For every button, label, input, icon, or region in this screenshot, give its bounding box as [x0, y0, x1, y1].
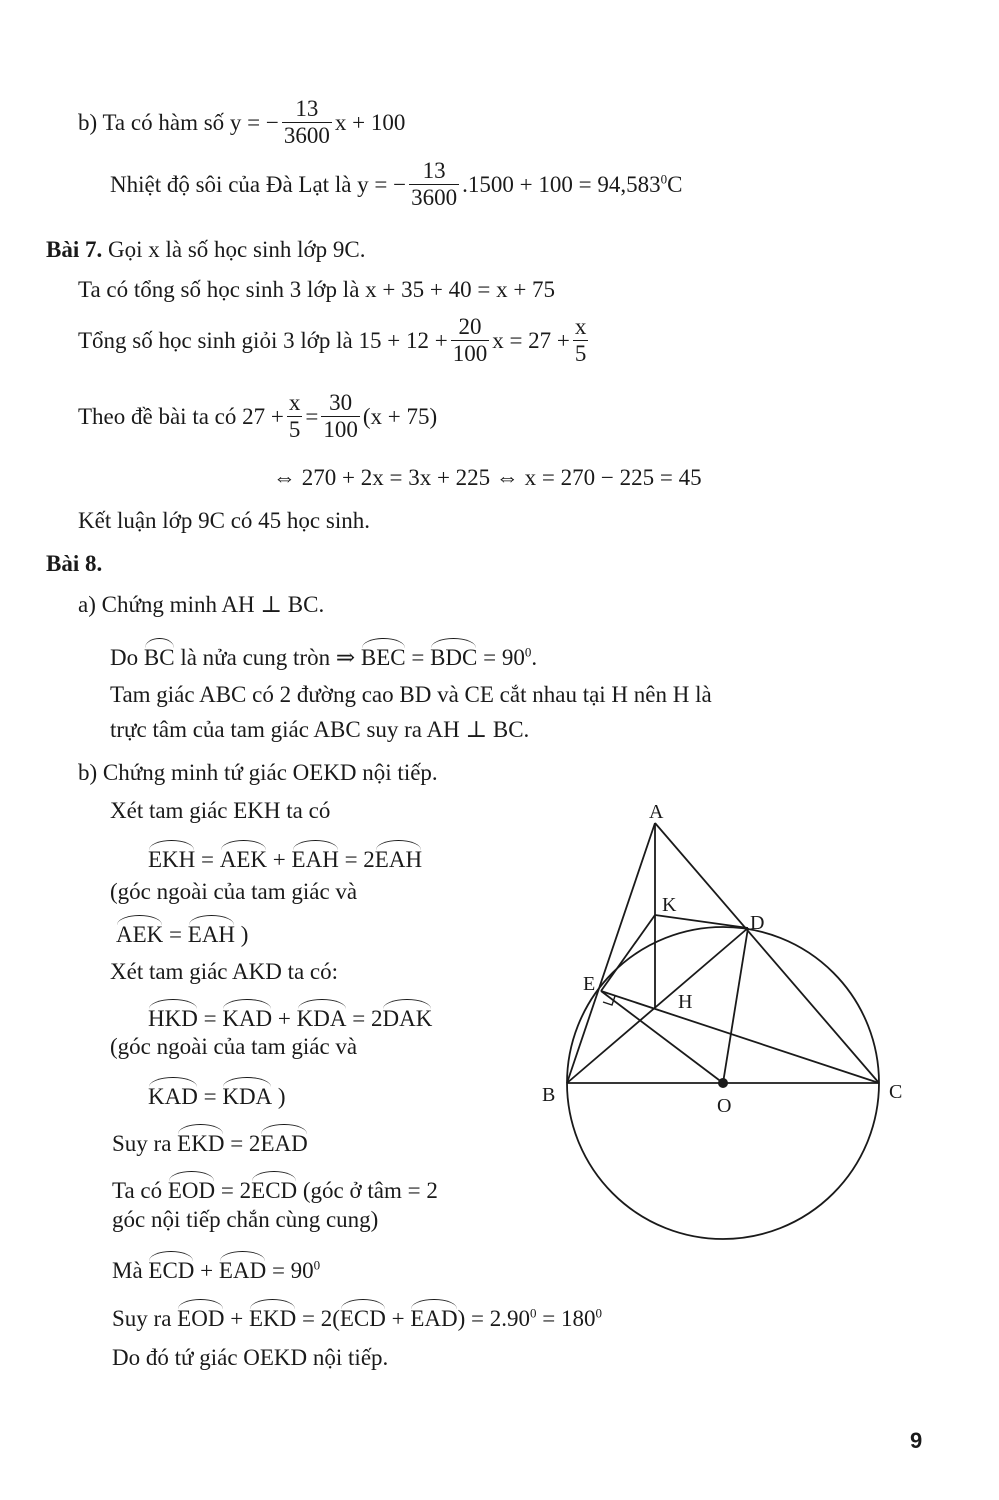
segment-eo — [601, 991, 723, 1083]
bai8-b-line-10 — [112, 1174, 438, 1202]
unit: C — [667, 172, 683, 198]
text: = — [305, 404, 319, 430]
segment-ce — [601, 991, 879, 1083]
denominator: 3600 — [283, 123, 330, 149]
bai8-a-line-1 — [110, 641, 537, 669]
arc-angle: EAD — [260, 1127, 307, 1155]
bai8-a-line-3: trực tâm của tam giác ABC suy ra AH ⊥ BC. — [110, 717, 530, 742]
bai8-heading: Bài 8. — [46, 551, 103, 576]
bai8-b-line-9 — [112, 1127, 308, 1155]
text: là nửa cung tròn ⇒ — [174, 645, 361, 670]
text: = — [195, 847, 220, 872]
text: = 180 — [536, 1306, 596, 1331]
bai7-line-3 — [78, 392, 437, 446]
bai7-heading: Bài 7. — [46, 237, 103, 262]
segment-ac — [655, 823, 879, 1083]
text: + — [385, 1306, 411, 1331]
arc-angle: AEK — [116, 918, 163, 946]
fraction — [573, 314, 589, 368]
line-function — [78, 98, 405, 152]
center-point-o — [718, 1078, 728, 1088]
text: = — [197, 1006, 223, 1031]
arc-angle: KDA — [222, 1080, 272, 1108]
numerator: x — [287, 390, 303, 417]
arc-angle: EKD — [249, 1302, 296, 1330]
arc-angle: EAH — [375, 843, 422, 871]
arc-angle: DAK — [382, 1002, 432, 1030]
text: ) — [272, 1084, 286, 1109]
denominator: 5 — [288, 417, 301, 443]
fraction — [282, 96, 332, 150]
numerator: 13 — [409, 158, 459, 185]
arc-angle: EKH — [148, 843, 195, 871]
bai8-b-line-8 — [148, 1080, 286, 1108]
superscript: 0 — [595, 1305, 602, 1321]
arc-angle: EOD — [177, 1302, 224, 1330]
text: = 90 — [266, 1258, 314, 1283]
fraction — [409, 158, 459, 212]
numerator: 20 — [451, 314, 490, 341]
denominator: 3600 — [411, 185, 458, 211]
bai8-b-line-13 — [112, 1302, 602, 1330]
bai8-b-line-2 — [148, 843, 422, 871]
arc-angle: EKD — [177, 1127, 224, 1155]
numerator: 13 — [282, 96, 332, 123]
arc-angle: EAH — [188, 918, 235, 946]
text: = — [197, 1084, 223, 1109]
superscript: 0 — [530, 1305, 537, 1321]
label-d: D — [750, 912, 765, 934]
arc-angle: AEK — [220, 843, 267, 871]
text: Mà — [112, 1258, 149, 1283]
arc-bc: BC — [144, 641, 175, 669]
arc-angle: KDA — [297, 1002, 347, 1030]
superscript: 0 — [524, 644, 532, 660]
denominator: 100 — [323, 417, 358, 443]
arc-angle: EAD — [410, 1302, 457, 1330]
fraction — [287, 390, 303, 444]
arc-angle: KAD — [222, 1002, 272, 1030]
geometry-diagram — [535, 795, 915, 1255]
segment-ab — [567, 823, 655, 1083]
fraction — [321, 390, 360, 444]
bai8-b-line-4 — [116, 918, 248, 946]
text: (x + 75) — [362, 404, 438, 430]
text: = — [163, 922, 188, 947]
text: . — [531, 645, 538, 670]
segment-kd — [655, 915, 748, 928]
superscript: 0 — [660, 171, 668, 187]
label-o: O — [717, 1095, 732, 1117]
text: Theo đề bài ta có 27 + — [78, 404, 284, 430]
text: Tổng số học sinh giỏi 3 lớp là 15 + 12 + — [78, 328, 448, 354]
text: + — [224, 1306, 249, 1331]
label-b: B — [542, 1084, 556, 1106]
arc-angle: HKD — [148, 1002, 198, 1030]
bai8-a-line-2: Tam giác ABC có 2 đường cao BD và CE cắt nhau tại H nên H là — [110, 682, 712, 707]
bai8-part-a-title: a) Chứng minh AH ⊥ BC. — [78, 592, 325, 617]
arc-angle: EAH — [292, 843, 339, 871]
bai7-line-1: Ta có tổng số học sinh 3 lớp là x + 35 + 40 = x + 75 — [78, 277, 556, 302]
text: + — [272, 1006, 297, 1031]
text: + — [267, 847, 292, 872]
text: Nhiệt độ sôi của Đà Lạt là y = − — [110, 172, 407, 198]
text: (góc ở tâm = 2 — [297, 1178, 438, 1203]
bai8-b-line-1: Xét tam giác EKH ta có — [110, 798, 331, 823]
text: = — [405, 645, 431, 670]
bai7-line-2 — [78, 316, 591, 370]
text: ) = 2.90 — [457, 1306, 531, 1331]
arc-bdc: BDC — [430, 641, 477, 669]
numerator: x — [573, 314, 589, 341]
text: b) Ta có hàm số y = − — [78, 110, 279, 136]
text: Ta có — [112, 1178, 168, 1203]
bai7-line-4: ⇔ 270 + 2x = 3x + 225 ⇔ x = 270 − 225 = 45 — [273, 465, 702, 490]
text: x = 27 + — [492, 328, 570, 354]
arc-bec: BEC — [361, 641, 406, 669]
text: .1500 + 100 = 94,583 — [462, 172, 661, 198]
label-c: C — [889, 1081, 903, 1103]
arc-angle: EOD — [168, 1174, 215, 1202]
text: x + 100 — [334, 110, 406, 136]
bai8-b-line-6 — [148, 1002, 432, 1030]
arc-angle: EAD — [219, 1254, 266, 1282]
segment-ek — [601, 915, 655, 991]
segment-do — [723, 928, 748, 1083]
bai8-part-b-title: b) Chứng minh tứ giác OEKD nội tiếp. — [78, 760, 438, 785]
denominator: 5 — [574, 341, 587, 367]
arc-angle: ECD — [340, 1302, 386, 1330]
line-boiling-point — [110, 160, 682, 214]
text: Gọi x là số học sinh lớp 9C. — [102, 237, 366, 262]
arc-angle: KAD — [148, 1080, 198, 1108]
numerator: 30 — [321, 390, 360, 417]
text: Suy ra — [112, 1131, 178, 1156]
bai8-b-line-3: (góc ngoài của tam giác và — [110, 879, 358, 904]
text: = 2( — [296, 1306, 340, 1331]
text: = 2 — [224, 1131, 261, 1156]
bai7-heading-line — [46, 238, 365, 261]
text: = 2 — [338, 847, 375, 872]
text: ) — [235, 922, 249, 947]
page-number: 9 — [910, 1428, 923, 1453]
bai8-b-line-12 — [112, 1254, 320, 1282]
arc-angle: ECD — [148, 1254, 194, 1282]
fraction — [451, 314, 490, 368]
text: Suy ra — [112, 1306, 178, 1331]
text: = 90 — [477, 645, 525, 670]
label-k: K — [662, 894, 677, 916]
text: = 2 — [346, 1006, 383, 1031]
arc-angle: ECD — [251, 1174, 297, 1202]
bai8-b-line-11: góc nội tiếp chắn cùng cung) — [112, 1207, 379, 1232]
denominator: 100 — [452, 341, 488, 367]
label-e: E — [583, 973, 596, 995]
text: Do — [110, 645, 144, 670]
label-a: A — [649, 801, 664, 823]
bai7-conclusion: Kết luận lớp 9C có 45 học sinh. — [78, 508, 370, 533]
bai8-b-line-5: Xét tam giác AKD ta có: — [110, 959, 339, 984]
bai8-b-line-7: (góc ngoài của tam giác và — [110, 1034, 358, 1059]
bai8-conclusion: Do đó tứ giác OEKD nội tiếp. — [112, 1345, 389, 1370]
text: + — [194, 1258, 219, 1283]
text: = 2 — [215, 1178, 252, 1203]
label-h: H — [678, 991, 693, 1013]
superscript: 0 — [313, 1257, 321, 1273]
